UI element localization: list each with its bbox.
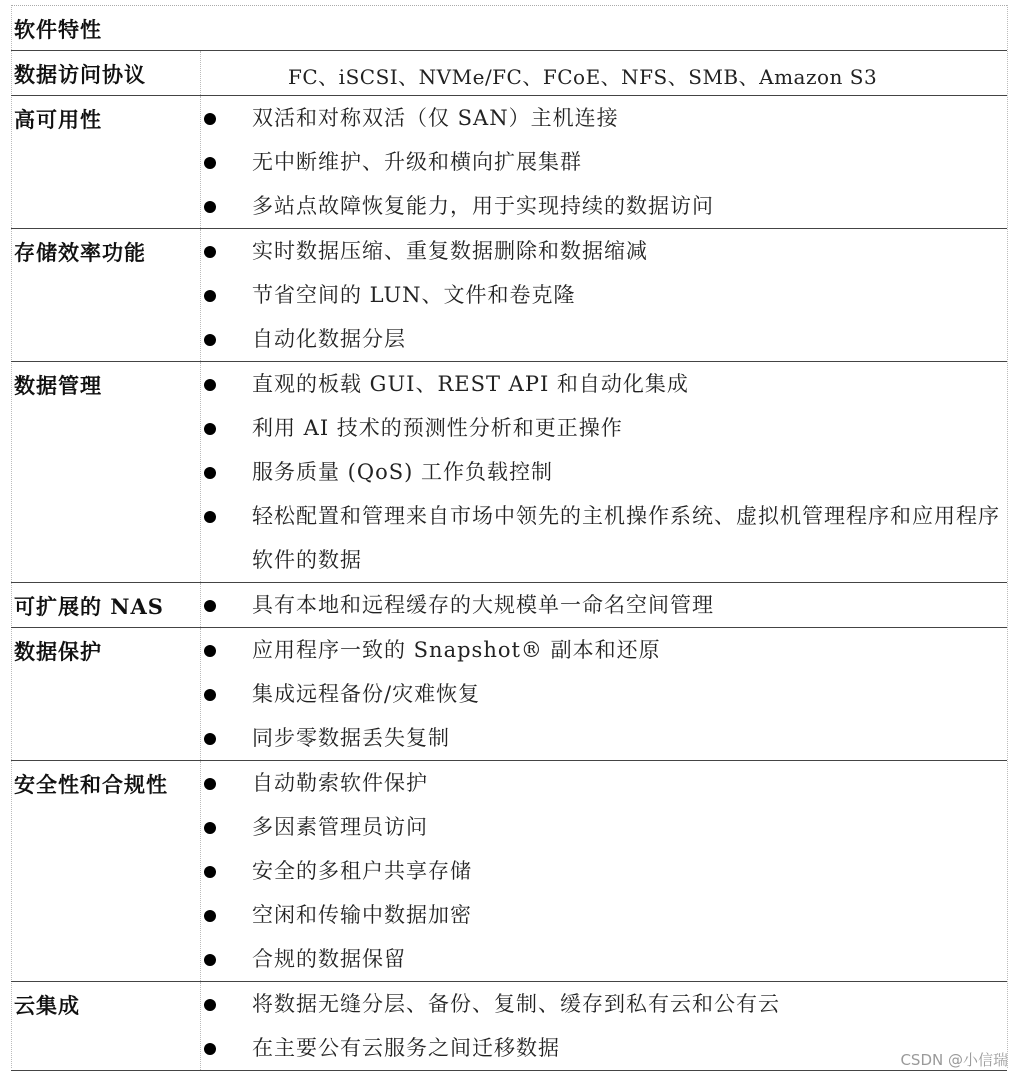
- list-item-text: 多站点故障恢复能力，用于实现持续的数据访问: [252, 194, 714, 218]
- bullet-icon: [204, 999, 216, 1011]
- list-item: [200, 273, 1007, 317]
- table-title: 软件特性: [14, 17, 102, 42]
- bullet-icon: [204, 290, 216, 302]
- section-label: 数据保护: [14, 639, 102, 664]
- list-item: [200, 317, 1007, 361]
- list-item: [200, 362, 1007, 406]
- section-items: [200, 761, 1007, 981]
- list-item: [200, 583, 1007, 627]
- bullet-icon: [204, 379, 216, 391]
- list-item-text: 利用 AI 技术的预测性分析和更正操作: [252, 416, 623, 440]
- table-right-border: [1007, 5, 1008, 1068]
- list-item-text: 自动化数据分层: [252, 327, 406, 351]
- list-item-text: 具有本地和远程缓存的大规模单一命名空间管理: [252, 593, 714, 617]
- protocol-row: [11, 51, 1007, 96]
- list-item-text: 合规的数据保留: [252, 947, 406, 971]
- protocol-value: FC、iSCSI、NVMe/FC、FCoE、NFS、SMB、Amazon S3: [288, 65, 878, 89]
- list-item-text: 集成远程备份/灾难恢复: [252, 682, 481, 706]
- bullet-icon: [204, 467, 216, 479]
- list-item-text: 双活和对称双活（仅 SAN）主机连接: [252, 106, 619, 130]
- list-item-text: 多因素管理员访问: [252, 815, 428, 839]
- protocol-label: 数据访问协议: [14, 62, 146, 87]
- section-items: [200, 229, 1007, 361]
- list-item: [200, 893, 1007, 937]
- bullet-icon: [204, 645, 216, 657]
- bullet-icon: [204, 600, 216, 612]
- list-item-text: 空闲和传输中数据加密: [252, 903, 472, 927]
- list-item: [200, 450, 1007, 494]
- section-label: 可扩展的 NAS: [14, 594, 164, 619]
- title-row: [11, 5, 1007, 51]
- list-item: [200, 229, 1007, 273]
- list-item: [200, 982, 1007, 1026]
- bullet-icon: [204, 113, 216, 125]
- section-row: [11, 982, 1007, 1071]
- list-item: [200, 937, 1007, 981]
- list-item-text: 轻松配置和管理来自市场中领先的主机操作系统、虚拟机管理程序和应用程序软件的数据: [252, 504, 1000, 572]
- list-item-text: 将数据无缝分层、备份、复制、缓存到私有云和公有云: [252, 992, 780, 1016]
- section-items: [200, 583, 1007, 627]
- section-row: [11, 628, 1007, 761]
- list-item-text: 安全的多租户共享存储: [252, 859, 472, 883]
- list-item: [200, 805, 1007, 849]
- list-item-text: 应用程序一致的 Snapshot® 副本和还原: [252, 638, 661, 662]
- bullet-icon: [204, 334, 216, 346]
- section-items: [200, 96, 1007, 228]
- bullet-icon: [204, 1043, 216, 1055]
- section-row: [11, 761, 1007, 982]
- watermark: CSDN @小信瑞: [900, 1051, 1008, 1069]
- bullet-icon: [204, 423, 216, 435]
- list-item-text: 同步零数据丢失复制: [252, 726, 450, 750]
- section-items: [200, 362, 1007, 582]
- list-item: [200, 96, 1007, 140]
- bullet-icon: [204, 689, 216, 701]
- bullet-icon: [204, 157, 216, 169]
- list-item: [200, 716, 1007, 760]
- list-item-text: 直观的板载 GUI、REST API 和自动化集成: [252, 372, 689, 396]
- section-label: 存储效率功能: [14, 240, 146, 265]
- list-item: [200, 494, 1007, 582]
- list-item-text: 实时数据压缩、重复数据删除和数据缩减: [252, 239, 648, 263]
- section-row: [11, 229, 1007, 362]
- bullet-icon: [204, 201, 216, 213]
- section-label: 高可用性: [14, 107, 102, 132]
- list-item-text: 自动勒索软件保护: [252, 771, 428, 795]
- list-item-text: 节省空间的 LUN、文件和卷克隆: [252, 283, 576, 307]
- bullet-icon: [204, 910, 216, 922]
- features-table: [11, 5, 1007, 1071]
- list-item: [200, 184, 1007, 228]
- sections: [11, 96, 1007, 1071]
- section-items: [200, 628, 1007, 760]
- list-item-text: 在主要公有云服务之间迁移数据: [252, 1036, 560, 1060]
- list-item-text: 服务质量 (QoS) 工作负载控制: [252, 460, 553, 484]
- bullet-icon: [204, 246, 216, 258]
- section-items: [200, 982, 1007, 1070]
- bullet-icon: [204, 866, 216, 878]
- bullet-icon: [204, 954, 216, 966]
- list-item: [200, 849, 1007, 893]
- list-item: [200, 1026, 1007, 1070]
- list-item: [200, 140, 1007, 184]
- section-label: 数据管理: [14, 373, 102, 398]
- list-item: [200, 672, 1007, 716]
- bullet-icon: [204, 778, 216, 790]
- section-row: [11, 362, 1007, 583]
- bullet-icon: [204, 822, 216, 834]
- section-label: 安全性和合规性: [14, 772, 168, 797]
- bullet-icon: [204, 511, 216, 523]
- list-item: [200, 628, 1007, 672]
- section-label: 云集成: [14, 993, 80, 1018]
- list-item: [200, 761, 1007, 805]
- bullet-icon: [204, 733, 216, 745]
- list-item: [200, 406, 1007, 450]
- list-item-text: 无中断维护、升级和横向扩展集群: [252, 150, 582, 174]
- section-row: [11, 96, 1007, 229]
- section-row: [11, 583, 1007, 628]
